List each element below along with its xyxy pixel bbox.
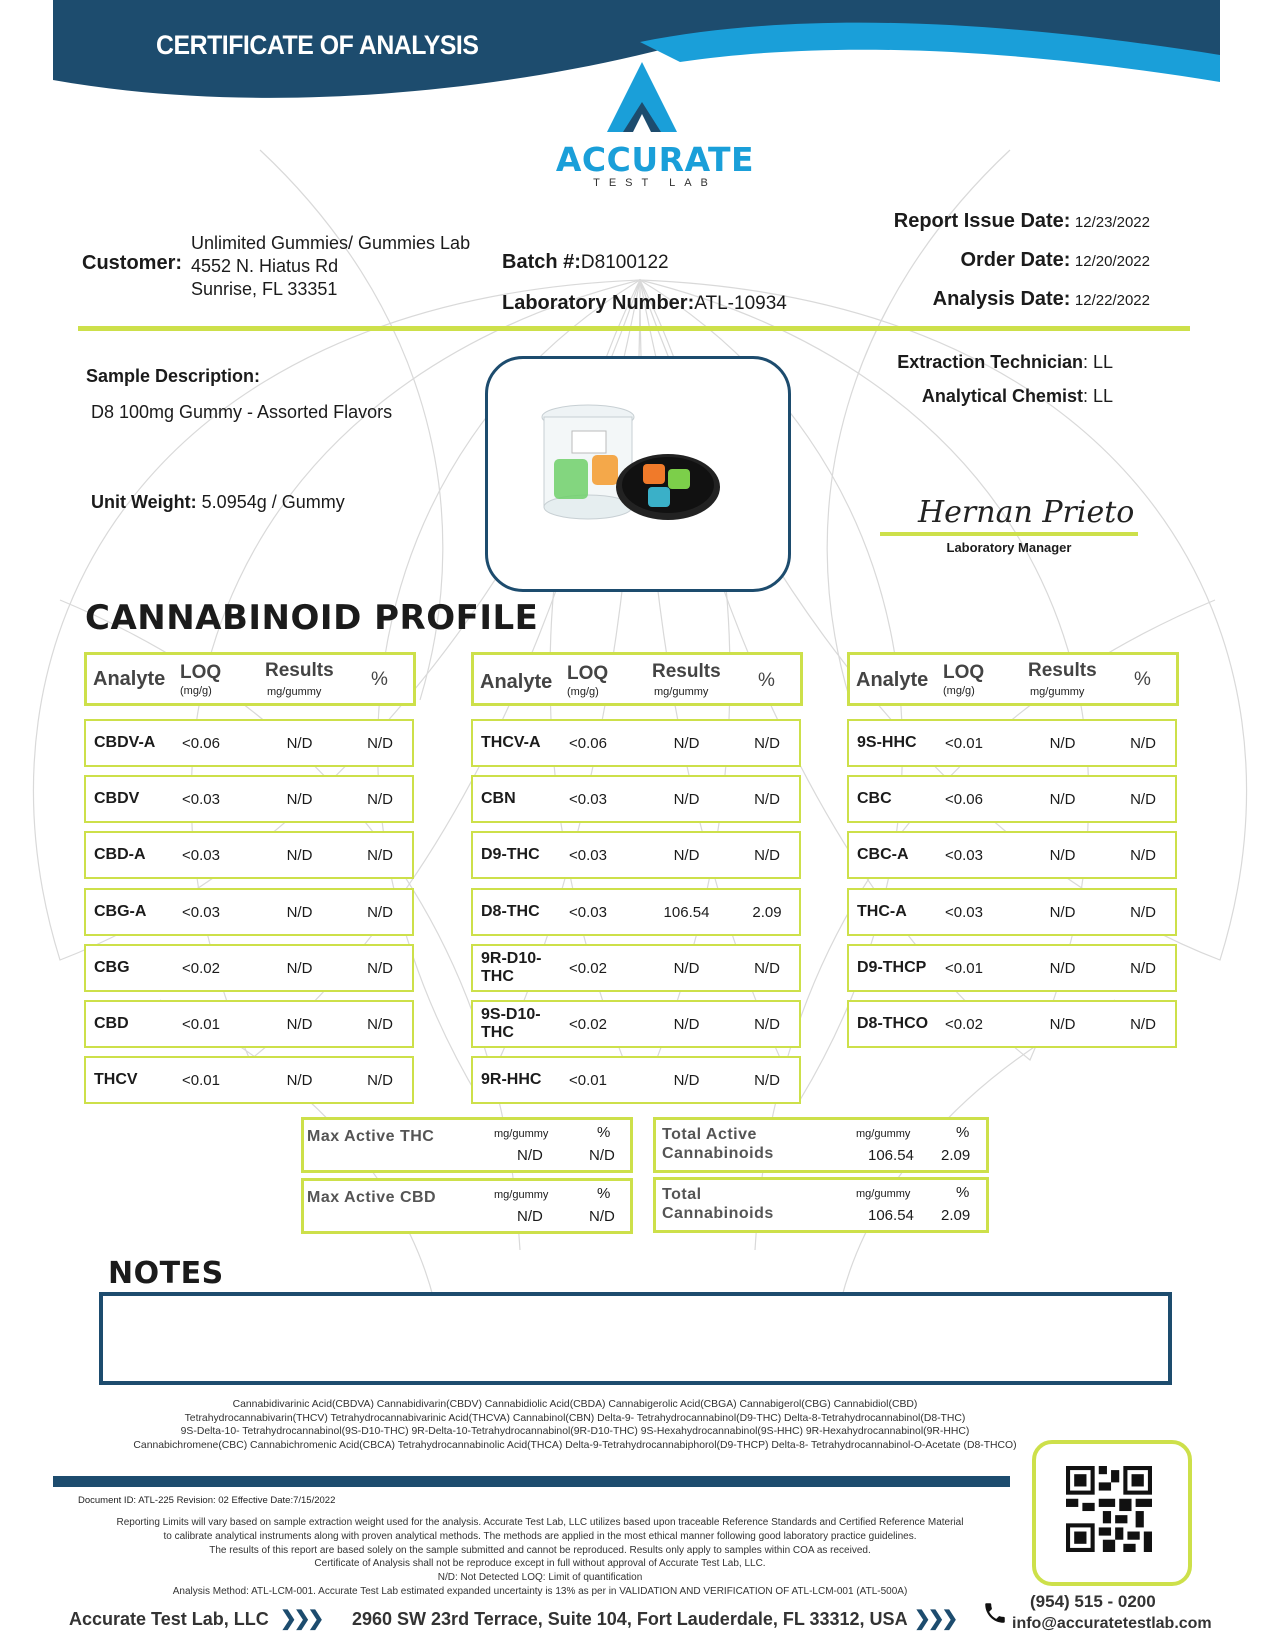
manager-signature: Hernan Prieto (918, 495, 1135, 530)
disclaimer-line: N/D: Not Detected LOQ: Limit of quantification (437, 1572, 643, 1584)
header-results-unit: mg/gummy (654, 686, 709, 698)
table-row (847, 831, 1177, 879)
unit-weight-value: 5.0954g / Gummy (201, 492, 345, 512)
result-value: N/D (1049, 846, 1076, 864)
table-row (84, 1056, 414, 1104)
batch-value: D8100122 (580, 252, 669, 273)
header-loq-unit: (mg/g) (567, 686, 599, 698)
result-value: N/D (286, 734, 313, 752)
customer-label: Customer: (82, 252, 183, 274)
header-results: Results (652, 661, 721, 682)
sample-description-value: D8 100mg Gummy - Assorted Flavors (91, 402, 393, 422)
loq-value: <0.01 (945, 959, 983, 977)
analyte-name: CBDV-A (94, 734, 156, 751)
analysis-date (850, 288, 1150, 311)
loq-value: <0.01 (569, 1071, 607, 1089)
percent-value: N/D (367, 1071, 393, 1089)
qr-code-frame (1032, 1440, 1192, 1586)
result-value: N/D (286, 959, 313, 977)
table-row (471, 719, 801, 767)
loq-value: <0.06 (182, 734, 220, 752)
summary-unit: mg/gummy (856, 1128, 911, 1140)
loq-value: <0.02 (945, 1015, 983, 1033)
percent-value: 2.09 (752, 903, 782, 921)
table-row (847, 1000, 1177, 1048)
analyte-name: CBDV (94, 790, 140, 807)
disclaimer-line: Certificate of Analysis shall not be reproduce except in full without approval of Accurate Test Lab, LLC. (314, 1558, 766, 1570)
result-value: N/D (1049, 1015, 1076, 1033)
header-percent: % (758, 670, 775, 691)
analytical-chemist-label: Analytical Chemist (921, 386, 1083, 406)
unit-weight (91, 492, 345, 513)
triangle-logo-icon (607, 62, 677, 136)
phone-icon (982, 1600, 1008, 1626)
analyte-name: 9R-HHC (481, 1071, 542, 1088)
header-loq-unit: (mg/g) (943, 685, 975, 697)
cannabinoid-profile-title: CANNABINOID PROFILE (85, 598, 539, 638)
header-results-unit: mg/gummy (267, 686, 322, 698)
table-row (471, 775, 801, 823)
summary-total-cannabinoids (653, 1177, 989, 1233)
header-results: Results (1028, 660, 1097, 681)
chevron-right-icon: ❯❯❯ (280, 1608, 322, 1630)
loq-value: <0.03 (182, 846, 220, 864)
analytical-chemist-value: : LL (1082, 386, 1113, 406)
table-row (471, 888, 801, 936)
loq-value: <0.02 (182, 959, 220, 977)
summary-pct-label: % (956, 1124, 970, 1141)
analyte-name: CBC (857, 790, 892, 807)
summary-pct: 2.09 (941, 1147, 971, 1164)
summary-total-active-cannabinoids (653, 1117, 989, 1173)
loq-value: <0.01 (182, 1015, 220, 1033)
table-row (84, 888, 414, 936)
lab-number-label: Laboratory Number: (502, 292, 695, 314)
analysis-date-label: Analysis Date: (932, 288, 1071, 310)
gummy-jar-image (488, 359, 788, 589)
result-value: N/D (673, 1071, 700, 1089)
summary-max-active-thc (301, 1117, 633, 1173)
analyte-name: D9-THCP (857, 959, 927, 976)
lab-number-value: ATL-10934 (694, 293, 787, 314)
footer-address: 2960 SW 23rd Terrace, Suite 104, Fort Lauderdale, FL 33312, USA (352, 1609, 908, 1629)
result-value: N/D (286, 1015, 313, 1033)
result-value: N/D (1049, 790, 1076, 808)
legend-line: Cannabichromene(CBC) Cannabichromenic Acid(CBCA) Tetrahydrocannabinolic Acid(THCA) Delta-9-Tetrahydrocannabiphorol(D9-THCP) Delta-8- Tetrahydrocannabinol-O-Acetate (D8-THCO) (133, 1439, 1017, 1451)
table-header-2 (471, 652, 803, 706)
header-analyte: Analyte (480, 671, 553, 693)
order-date-value: 12/20/2022 (1074, 253, 1150, 270)
header-percent: % (1134, 669, 1151, 690)
loq-value: <0.01 (945, 734, 983, 752)
percent-value: N/D (1130, 903, 1156, 921)
header-loq: LOQ (180, 662, 222, 683)
summary-unit: mg/gummy (494, 1189, 549, 1201)
analyte-name: THCV (94, 1071, 138, 1088)
sample-description-label: Sample Description: (86, 366, 261, 386)
header-results-unit: mg/gummy (1030, 686, 1085, 698)
disclaimer-line: Reporting Limits will vary based on sample extraction weight used for the analysis. Accurate Test Lab, LLC utilizes based upon traceable Reference Standards and Certified Reference Material (116, 1517, 964, 1528)
disclaimer-line: The results of this report are based solely on the sample submitted and cannot be reproduced. Results only apply to samples within COA as received. (209, 1544, 871, 1556)
header-analyte: Analyte (93, 668, 166, 690)
percent-value: N/D (754, 846, 780, 864)
footer-email[interactable]: info@accuratetestlab.com (1012, 1615, 1212, 1632)
analyte-name: CBN (481, 790, 516, 807)
percent-value: N/D (1130, 846, 1156, 864)
analysis-date-value: 12/22/2022 (1074, 292, 1150, 309)
analyte-name: CBG-A (94, 903, 147, 920)
summary-max-active-cbd (301, 1178, 633, 1234)
result-value: N/D (286, 903, 313, 921)
analyte-name: 9R-D10-THC (481, 950, 542, 985)
header-analyte: Analyte (856, 669, 929, 691)
table-row (84, 719, 414, 767)
percent-value: N/D (1130, 734, 1156, 752)
analyte-name: CBD-A (94, 846, 146, 863)
manager-title: Laboratory Manager (946, 540, 1072, 555)
result-value: N/D (286, 790, 313, 808)
result-value: N/D (673, 790, 700, 808)
table-row (471, 944, 801, 992)
loq-value: <0.03 (182, 790, 220, 808)
loq-value: <0.06 (569, 734, 607, 752)
percent-value: N/D (754, 734, 780, 752)
laboratory-number (502, 292, 787, 315)
summary-unit: mg/gummy (856, 1188, 911, 1200)
loq-value: <0.01 (182, 1071, 220, 1089)
order-date (850, 249, 1150, 272)
result-value: N/D (286, 846, 313, 864)
result-value: N/D (673, 846, 700, 864)
analyte-name: D8-THCO (857, 1015, 929, 1032)
analytical-chemist (850, 386, 1113, 407)
result-value: N/D (1049, 903, 1076, 921)
loq-value: <0.03 (182, 903, 220, 921)
header-loq-unit: (mg/g) (180, 685, 212, 697)
customer-address-line1: 4552 N. Hiatus Rd (191, 256, 339, 276)
percent-value: N/D (367, 734, 393, 752)
header-percent: % (371, 669, 388, 690)
qr-code-icon[interactable] (1066, 1466, 1152, 1552)
notes-box (99, 1292, 1172, 1385)
percent-value: N/D (367, 846, 393, 864)
table-row (847, 888, 1177, 936)
result-value: N/D (1049, 734, 1076, 752)
summary-pct: N/D (589, 1208, 615, 1225)
legend-line: Cannabidivarinic Acid(CBDVA) Cannabidivarin(CBDV) Cannabidiolic Acid(CBDA) Cannabigerolic Acid(CBGA) Cannabigerol(CBG) Cannabidiol(CBD) (232, 1399, 918, 1410)
signature-line (880, 532, 1138, 536)
percent-value: N/D (367, 1015, 393, 1033)
loq-value: <0.06 (945, 790, 983, 808)
loq-value: <0.03 (569, 846, 607, 864)
summary-pct-label: % (956, 1184, 970, 1201)
notes-title: NOTES (108, 1256, 224, 1291)
table-row (84, 944, 414, 992)
table-row (84, 831, 414, 879)
report-issue-date (850, 210, 1150, 233)
analyte-name: THC-A (857, 903, 907, 920)
extraction-technician-label: Extraction Technician (897, 352, 1083, 372)
result-value: N/D (673, 734, 700, 752)
result-value: N/D (673, 959, 700, 977)
table-row (847, 944, 1177, 992)
percent-value: N/D (1130, 790, 1156, 808)
divider (78, 326, 1190, 331)
brand-subtitle: TEST LAB (593, 177, 717, 189)
summary-label: Total Cannabinoids (662, 1186, 774, 1222)
analyte-name: D9-THC (481, 846, 540, 863)
table-row (84, 1000, 414, 1048)
table-row (471, 1056, 801, 1104)
summary-mg: 106.54 (868, 1147, 914, 1164)
result-value: N/D (673, 1015, 700, 1033)
report-date-value: 12/23/2022 (1074, 214, 1150, 231)
percent-value: N/D (367, 903, 393, 921)
certificate-title: CERTIFICATE OF ANALYSIS (156, 30, 479, 60)
chevron-right-icon: ❯❯❯ (914, 1608, 956, 1630)
analyte-name: CBD (94, 1015, 129, 1032)
summary-unit: mg/gummy (494, 1128, 549, 1140)
summary-pct-label: % (597, 1124, 611, 1141)
header-results: Results (265, 660, 334, 681)
summary-pct-label: % (597, 1185, 611, 1202)
abbreviation-legend (60, 1398, 1090, 1452)
customer-address-line2: Sunrise, FL 33351 (191, 279, 338, 299)
summary-mg: N/D (517, 1147, 543, 1164)
percent-value: N/D (1130, 959, 1156, 977)
footer-bar (53, 1476, 1010, 1487)
percent-value: N/D (1130, 1015, 1156, 1033)
legend-line: 9S-Delta-10- Tetrahydrocannabinol(9S-D10-THC) 9R-Delta-10-Tetrahydrocannabinol(9R-D10-THC) 9S-Hexahydrocannabinol(9S-HHC) 9R-Hexahydrocannabinol(9R-HHC) (180, 1426, 970, 1438)
summary-label: Total Active Cannabinoids (662, 1126, 774, 1162)
loq-value: <0.03 (945, 903, 983, 921)
percent-value: N/D (754, 959, 780, 977)
loq-value: <0.02 (569, 959, 607, 977)
percent-value: N/D (367, 959, 393, 977)
analyte-name: CBC-A (857, 846, 909, 863)
extraction-technician-value: : LL (1082, 352, 1113, 372)
analyte-name: 9S-D10-THC (481, 1006, 541, 1041)
document-info: Document ID: ATL-225 Revision: 02 Effective Date:7/15/2022 (78, 1495, 336, 1506)
table-row (84, 775, 414, 823)
table-row (471, 1000, 801, 1048)
table-row (847, 719, 1177, 767)
batch-number (502, 251, 669, 274)
summary-pct: 2.09 (941, 1207, 971, 1224)
disclaimer-line: Analysis Method: ATL-LCM-001. Accurate Test Lab estimated expanded uncertainty is 13% as per in VALIDATION AND VERIFICATION OF ATL-LCM-001 (ATL-500A) (172, 1585, 908, 1597)
analyte-name: THCV-A (481, 734, 541, 751)
footer-company: Accurate Test Lab, LLC (69, 1609, 269, 1629)
legend-line: Tetrahydrocannabivarin(THCV) Tetrahydrocannabivarinic Acid(THCVA) Cannabinol(CBN) Delta-9- Tetrahydrocannabinol(D9-THC) Delta-8-Tetrahydrocannabinol(D8-THC) (184, 1412, 966, 1424)
result-value: N/D (286, 1071, 313, 1089)
summary-label: Max Active CBD (307, 1189, 437, 1206)
loq-value: <0.03 (569, 790, 607, 808)
disclaimer (60, 1516, 1020, 1599)
table-row (847, 775, 1177, 823)
sample-photo (485, 356, 791, 592)
analyte-name: CBG (94, 959, 130, 976)
header-loq: LOQ (567, 663, 609, 684)
loq-value: <0.02 (569, 1015, 607, 1033)
percent-value: N/D (754, 1015, 780, 1033)
brand-name: ACCURATE (555, 140, 755, 179)
table-header-1 (84, 652, 416, 706)
analyte-name: 9S-HHC (857, 734, 917, 751)
table-header-3 (847, 652, 1179, 706)
summary-mg: N/D (517, 1208, 543, 1225)
summary-label: Max Active THC (307, 1128, 435, 1145)
disclaimer-line: to calibrate analytical instruments along with proven analytical methods. The methods are applied in the most ethical manner following good laboratory practice guidelines. (163, 1530, 917, 1542)
report-date-label: Report Issue Date: (893, 210, 1071, 232)
result-value: N/D (1049, 959, 1076, 977)
summary-pct: N/D (589, 1147, 615, 1164)
order-date-label: Order Date: (960, 249, 1071, 271)
summary-mg: 106.54 (868, 1207, 914, 1224)
percent-value: N/D (754, 790, 780, 808)
percent-value: N/D (367, 790, 393, 808)
header-loq: LOQ (943, 662, 985, 683)
loq-value: <0.03 (569, 903, 607, 921)
loq-value: <0.03 (945, 846, 983, 864)
unit-weight-label: Unit Weight: (91, 492, 197, 512)
analyte-name: D8-THC (481, 903, 540, 920)
extraction-technician (850, 352, 1113, 373)
result-value: 106.54 (663, 903, 710, 921)
footer-phone[interactable]: (954) 515 - 0200 (1030, 1592, 1156, 1611)
percent-value: N/D (754, 1071, 780, 1089)
table-row (471, 831, 801, 879)
batch-label: Batch #: (502, 251, 581, 273)
customer-name: Unlimited Gummies/ Gummies Lab (191, 233, 471, 253)
